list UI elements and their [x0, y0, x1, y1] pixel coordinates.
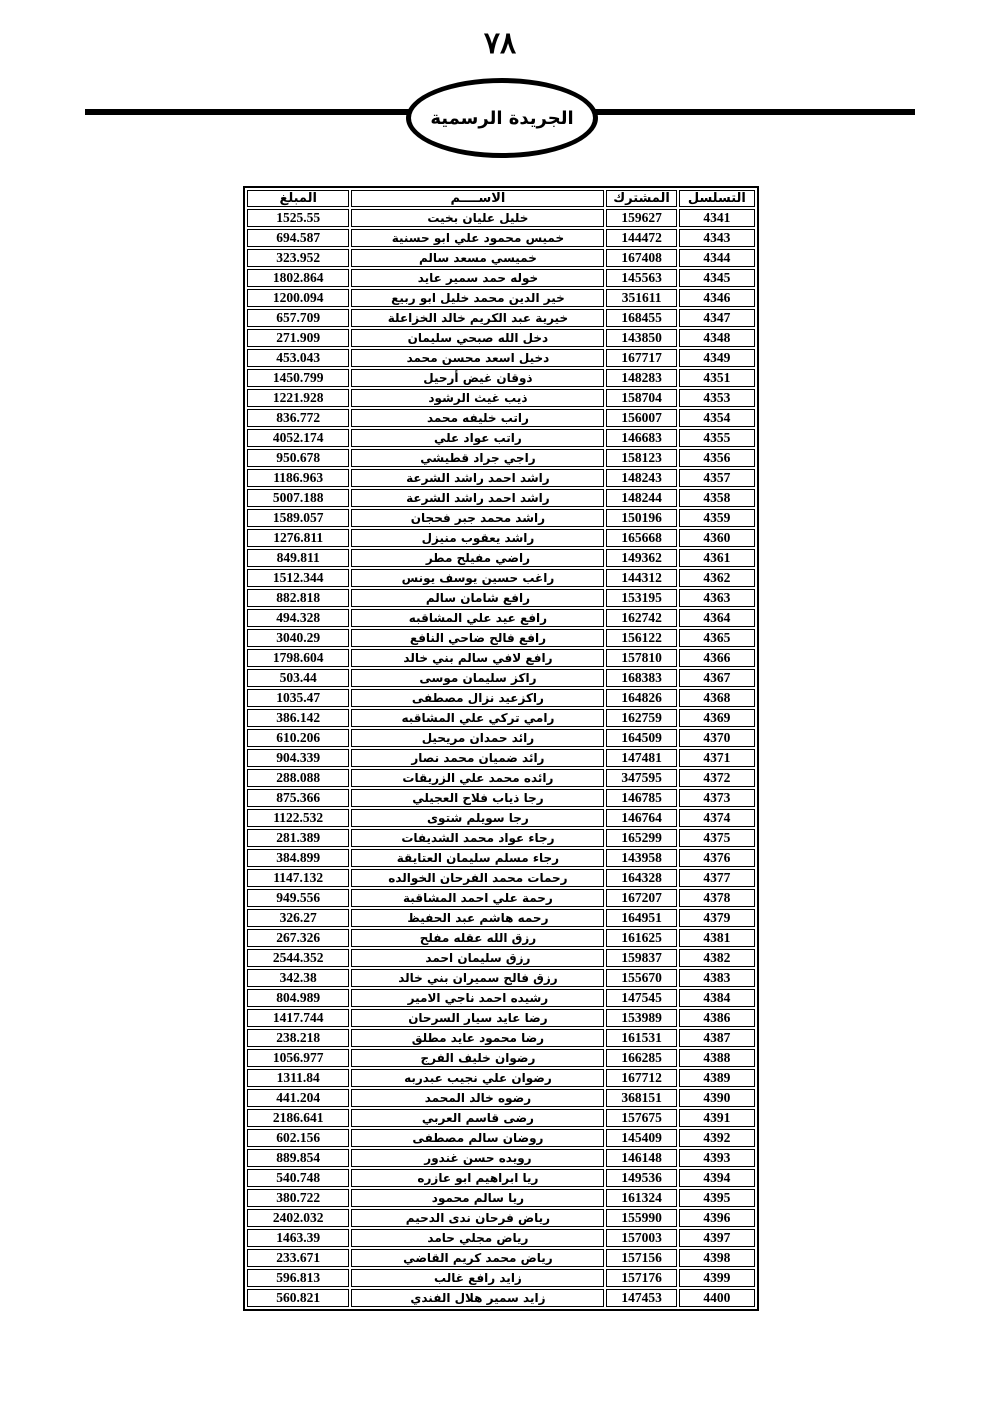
subscriber-cell: 157156: [606, 1249, 676, 1267]
amount-cell: 949.556: [247, 889, 349, 907]
subscriber-cell: 150196: [606, 509, 676, 527]
name-cell: رضوه خالد المحمد: [351, 1089, 604, 1107]
serial-cell: 4387: [679, 1029, 755, 1047]
amount-cell: 657.709: [247, 309, 349, 327]
amount-cell: 342.38: [247, 969, 349, 987]
subscriber-cell: 144312: [606, 569, 676, 587]
amount-cell: 380.722: [247, 1189, 349, 1207]
subscriber-cell: 147481: [606, 749, 676, 767]
table-row: [247, 889, 755, 907]
table-row: [247, 969, 755, 987]
amount-cell: 2544.352: [247, 949, 349, 967]
name-cell: راضي مفيلح مطر: [351, 549, 604, 567]
amount-cell: 836.772: [247, 409, 349, 427]
serial-cell: 4396: [679, 1209, 755, 1227]
amount-cell: 904.339: [247, 749, 349, 767]
table-row: [247, 489, 755, 507]
amount-cell: 1311.84: [247, 1069, 349, 1087]
amount-cell: 1589.057: [247, 509, 349, 527]
name-cell: رضى قاسم العربي: [351, 1109, 604, 1127]
name-cell: رجاء عواد محمد الشديفات: [351, 829, 604, 847]
table-row: [247, 529, 755, 547]
name-cell: ريا ابراهيم ابو عازره: [351, 1169, 604, 1187]
name-cell: راشد احمد راشد الشرعة: [351, 469, 604, 487]
table-row: [247, 269, 755, 287]
subscriber-cell: 143850: [606, 329, 676, 347]
serial-cell: 4371: [679, 749, 755, 767]
subscriber-cell: 166285: [606, 1049, 676, 1067]
subscriber-cell: 161625: [606, 929, 676, 947]
name-cell: زايد رافع غالب: [351, 1269, 604, 1287]
name-cell: خميس محمود علي ابو حسنية: [351, 229, 604, 247]
name-cell: زايد سمير هلال الفندي: [351, 1289, 604, 1307]
name-cell: رائد ضميان محمد نصار: [351, 749, 604, 767]
amount-cell: 271.909: [247, 329, 349, 347]
subscriber-cell: 164328: [606, 869, 676, 887]
amount-cell: 560.821: [247, 1289, 349, 1307]
subscriber-cell: 153989: [606, 1009, 676, 1027]
name-cell: رامي تركي علي المشاقبه: [351, 709, 604, 727]
subscriber-cell: 167712: [606, 1069, 676, 1087]
serial-cell: 4353: [679, 389, 755, 407]
serial-cell: 4395: [679, 1189, 755, 1207]
serial-cell: 4363: [679, 589, 755, 607]
table-row: [247, 1109, 755, 1127]
serial-cell: 4372: [679, 769, 755, 787]
subscriber-cell: 158123: [606, 449, 676, 467]
amount-cell: 441.204: [247, 1089, 349, 1107]
name-cell: رزق الله عقله مفلح: [351, 929, 604, 947]
subscriber-cell: 145563: [606, 269, 676, 287]
table-row: [247, 1169, 755, 1187]
table-row: [247, 749, 755, 767]
name-cell: ذيب غيث الرشود: [351, 389, 604, 407]
table-row: [247, 309, 755, 327]
serial-cell: 4359: [679, 509, 755, 527]
table-row: [247, 389, 755, 407]
serial-cell: 4368: [679, 689, 755, 707]
table-row: [247, 1229, 755, 1247]
subscriber-cell: 159837: [606, 949, 676, 967]
serial-cell: 4390: [679, 1089, 755, 1107]
table-row: [247, 429, 755, 447]
amount-cell: 326.27: [247, 909, 349, 927]
amount-cell: 1056.977: [247, 1049, 349, 1067]
subscriber-cell: 164826: [606, 689, 676, 707]
table-row: [247, 669, 755, 687]
subscriber-cell: 147453: [606, 1289, 676, 1307]
amount-cell: 875.366: [247, 789, 349, 807]
table-row: [247, 769, 755, 787]
serial-cell: 4381: [679, 929, 755, 947]
name-cell: رشيده احمد ناجي الامير: [351, 989, 604, 1007]
subscriber-cell: 156007: [606, 409, 676, 427]
name-cell: راتب عواد علي: [351, 429, 604, 447]
serial-cell: 4386: [679, 1009, 755, 1027]
name-cell: خوله حمد سمير عايد: [351, 269, 604, 287]
table-row: [247, 409, 755, 427]
table-row: [247, 229, 755, 247]
serial-cell: 4379: [679, 909, 755, 927]
subscriber-cell: 146785: [606, 789, 676, 807]
subscriber-cell: 146683: [606, 429, 676, 447]
name-cell: روضان سالم مصطفى: [351, 1129, 604, 1147]
header-serial: التسلسل: [679, 190, 755, 207]
name-cell: راشد محمد جبر فحجان: [351, 509, 604, 527]
table-row: [247, 929, 755, 947]
amount-cell: 1147.132: [247, 869, 349, 887]
name-cell: رضوان علي نجيب عبدربه: [351, 1069, 604, 1087]
serial-cell: 4362: [679, 569, 755, 587]
name-cell: راشد احمد راشد الشرعة: [351, 489, 604, 507]
amount-cell: 384.899: [247, 849, 349, 867]
amount-cell: 281.389: [247, 829, 349, 847]
amount-cell: 453.043: [247, 349, 349, 367]
serial-cell: 4394: [679, 1169, 755, 1187]
serial-cell: 4356: [679, 449, 755, 467]
subscriber-cell: 165299: [606, 829, 676, 847]
amount-cell: 610.206: [247, 729, 349, 747]
name-cell: رافع فالح ضاحي النافع: [351, 629, 604, 647]
table-row: [247, 1269, 755, 1287]
serial-cell: 4392: [679, 1129, 755, 1147]
serial-cell: 4383: [679, 969, 755, 987]
subscriber-cell: 168455: [606, 309, 676, 327]
amount-cell: 1417.744: [247, 1009, 349, 1027]
amount-cell: 882.818: [247, 589, 349, 607]
name-cell: راغب حسين يوسف يونس: [351, 569, 604, 587]
amount-cell: 2402.032: [247, 1209, 349, 1227]
subscriber-cell: 149536: [606, 1169, 676, 1187]
name-cell: رائده محمد علي الزريقات: [351, 769, 604, 787]
serial-cell: 4345: [679, 269, 755, 287]
amount-cell: 602.156: [247, 1129, 349, 1147]
name-cell: رجا ذياب فلاح العجيلي: [351, 789, 604, 807]
serial-cell: 4366: [679, 649, 755, 667]
name-cell: خيرية عبد الكريم خالد الخزاعلة: [351, 309, 604, 327]
table-row: [247, 709, 755, 727]
name-cell: خليل عليان بخيت: [351, 209, 604, 227]
serial-cell: 4378: [679, 889, 755, 907]
table-row: [247, 1189, 755, 1207]
table-row: [247, 1009, 755, 1027]
subscriber-cell: 347595: [606, 769, 676, 787]
name-cell: رحمه هاشم عبد الحفيظ: [351, 909, 604, 927]
serial-cell: 4400: [679, 1289, 755, 1307]
name-cell: راكزعيد نزال مصطفى: [351, 689, 604, 707]
serial-cell: 4384: [679, 989, 755, 1007]
serial-cell: 4369: [679, 709, 755, 727]
serial-cell: 4351: [679, 369, 755, 387]
amount-cell: 1463.39: [247, 1229, 349, 1247]
name-cell: راجي جراد قطيشي: [351, 449, 604, 467]
amount-cell: 694.587: [247, 229, 349, 247]
table-row: [247, 509, 755, 527]
name-cell: راكز سليمان موسى: [351, 669, 604, 687]
name-cell: رضا محمود عايد مطلق: [351, 1029, 604, 1047]
amount-cell: 1035.47: [247, 689, 349, 707]
table-row: [247, 449, 755, 467]
amount-cell: 849.811: [247, 549, 349, 567]
name-cell: رحمة علي احمد المشاقبة: [351, 889, 604, 907]
amount-cell: 1798.604: [247, 649, 349, 667]
subscriber-cell: 143958: [606, 849, 676, 867]
subscriber-cell: 162742: [606, 609, 676, 627]
subscriber-cell: 146764: [606, 809, 676, 827]
serial-cell: 4375: [679, 829, 755, 847]
serial-cell: 4377: [679, 869, 755, 887]
name-cell: دخيل اسعد محسن محمد: [351, 349, 604, 367]
name-cell: رضا عايد سيار السرحان: [351, 1009, 604, 1027]
name-cell: رضوان خليف الفرج: [351, 1049, 604, 1067]
subscriber-cell: 164951: [606, 909, 676, 927]
table-row: [247, 729, 755, 747]
serial-cell: 4373: [679, 789, 755, 807]
serial-cell: 4399: [679, 1269, 755, 1287]
subscriber-cell: 368151: [606, 1089, 676, 1107]
serial-cell: 4360: [679, 529, 755, 547]
serial-cell: 4398: [679, 1249, 755, 1267]
amount-cell: 2186.641: [247, 1109, 349, 1127]
table-row: [247, 989, 755, 1007]
name-cell: رافع لافي سالم بني خالد: [351, 649, 604, 667]
subscriber-cell: 168383: [606, 669, 676, 687]
table-row: [247, 369, 755, 387]
amount-cell: 1276.811: [247, 529, 349, 547]
subscriber-cell: 155990: [606, 1209, 676, 1227]
table-row: [247, 849, 755, 867]
subscriber-cell: 148244: [606, 489, 676, 507]
table-row: [247, 469, 755, 487]
table-row: [247, 1049, 755, 1067]
subscriber-cell: 162759: [606, 709, 676, 727]
amount-cell: 4052.174: [247, 429, 349, 447]
subscriber-cell: 167408: [606, 249, 676, 267]
subscriber-cell: 161531: [606, 1029, 676, 1047]
amount-cell: 238.218: [247, 1029, 349, 1047]
amount-cell: 3040.29: [247, 629, 349, 647]
table-row: [247, 869, 755, 887]
name-cell: رجاء مسلم سليمان العتايقة: [351, 849, 604, 867]
subscriber-cell: 145409: [606, 1129, 676, 1147]
subscriber-cell: 161324: [606, 1189, 676, 1207]
amount-cell: 503.44: [247, 669, 349, 687]
serial-cell: 4391: [679, 1109, 755, 1127]
serial-cell: 4397: [679, 1229, 755, 1247]
subscriber-cell: 144472: [606, 229, 676, 247]
table-row: [247, 1249, 755, 1267]
amount-cell: 1802.864: [247, 269, 349, 287]
subscriber-cell: 158704: [606, 389, 676, 407]
amount-cell: 1221.928: [247, 389, 349, 407]
subscriber-cell: 146148: [606, 1149, 676, 1167]
table-row: [247, 549, 755, 567]
serial-cell: 4389: [679, 1069, 755, 1087]
subscriber-cell: 351611: [606, 289, 676, 307]
table-header-row: [247, 190, 755, 207]
amount-cell: 950.678: [247, 449, 349, 467]
table-row: [247, 569, 755, 587]
table-row: [247, 349, 755, 367]
name-cell: رزق فالح سميران بني خالد: [351, 969, 604, 987]
subscriber-cell: 148243: [606, 469, 676, 487]
serial-cell: 4343: [679, 229, 755, 247]
table-row: [247, 689, 755, 707]
subscriber-cell: 157810: [606, 649, 676, 667]
serial-cell: 4347: [679, 309, 755, 327]
amount-cell: 540.748: [247, 1169, 349, 1187]
subscriber-cell: 148283: [606, 369, 676, 387]
gazette-banner-title: الجريدة الرسمية: [430, 107, 574, 129]
table-row: [247, 329, 755, 347]
serial-cell: 4382: [679, 949, 755, 967]
amount-cell: 494.328: [247, 609, 349, 627]
serial-cell: 4346: [679, 289, 755, 307]
subscriber-cell: 159627: [606, 209, 676, 227]
name-cell: ذوقان غيض أرحيل: [351, 369, 604, 387]
table-row: [247, 1289, 755, 1307]
table-row: [247, 209, 755, 227]
amount-cell: 386.142: [247, 709, 349, 727]
amount-cell: 233.671: [247, 1249, 349, 1267]
table-row: [247, 1149, 755, 1167]
serial-cell: 4374: [679, 809, 755, 827]
table-row: [247, 949, 755, 967]
table-row: [247, 589, 755, 607]
serial-cell: 4354: [679, 409, 755, 427]
table-row: [247, 1029, 755, 1047]
serial-cell: 4388: [679, 1049, 755, 1067]
serial-cell: 4393: [679, 1149, 755, 1167]
amount-cell: 596.813: [247, 1269, 349, 1287]
serial-cell: 4355: [679, 429, 755, 447]
subscriber-cell: 157176: [606, 1269, 676, 1287]
amount-cell: 267.326: [247, 929, 349, 947]
subscribers-table: [243, 186, 759, 1311]
subscriber-cell: 155670: [606, 969, 676, 987]
subscriber-cell: 156122: [606, 629, 676, 647]
name-cell: راشد يعقوب منيزل: [351, 529, 604, 547]
subscriber-cell: 164509: [606, 729, 676, 747]
name-cell: خميسي مسعد سالم: [351, 249, 604, 267]
amount-cell: 1512.344: [247, 569, 349, 587]
amount-cell: 323.952: [247, 249, 349, 267]
serial-cell: 4367: [679, 669, 755, 687]
serial-cell: 4361: [679, 549, 755, 567]
name-cell: رافع شامان سالم: [351, 589, 604, 607]
amount-cell: 1186.963: [247, 469, 349, 487]
amount-cell: 1450.799: [247, 369, 349, 387]
table-row: [247, 809, 755, 827]
name-cell: دخل الله صبحي سليمان: [351, 329, 604, 347]
amount-cell: 804.989: [247, 989, 349, 1007]
subscriber-cell: 165668: [606, 529, 676, 547]
name-cell: رويده حسن غندور: [351, 1149, 604, 1167]
subscriber-cell: 157003: [606, 1229, 676, 1247]
table-row: [247, 649, 755, 667]
table-row: [247, 829, 755, 847]
gazette-banner-oval: [406, 78, 598, 158]
header-name: الاســــم: [351, 190, 604, 207]
name-cell: رافع عيد علي المشاقبه: [351, 609, 604, 627]
table-row: [247, 789, 755, 807]
serial-cell: 4365: [679, 629, 755, 647]
name-cell: خير الدين محمد خليل ابو ربيع: [351, 289, 604, 307]
serial-cell: 4357: [679, 469, 755, 487]
serial-cell: 4344: [679, 249, 755, 267]
serial-cell: 4348: [679, 329, 755, 347]
table-row: [247, 1129, 755, 1147]
name-cell: رجا سويلم شتوى: [351, 809, 604, 827]
serial-cell: 4358: [679, 489, 755, 507]
name-cell: رياض محمد كريم القاضي: [351, 1249, 604, 1267]
subscriber-cell: 167717: [606, 349, 676, 367]
page-number: ٧٨: [483, 27, 517, 60]
amount-cell: 288.088: [247, 769, 349, 787]
name-cell: رائد حمدان مريحيل: [351, 729, 604, 747]
subscriber-cell: 153195: [606, 589, 676, 607]
serial-cell: 4370: [679, 729, 755, 747]
table-row: [247, 629, 755, 647]
serial-cell: 4349: [679, 349, 755, 367]
table-row: [247, 1089, 755, 1107]
serial-cell: 4341: [679, 209, 755, 227]
name-cell: رياض مجلي حامد: [351, 1229, 604, 1247]
amount-cell: 1200.094: [247, 289, 349, 307]
serial-cell: 4364: [679, 609, 755, 627]
table-row: [247, 1069, 755, 1087]
subscriber-cell: 149362: [606, 549, 676, 567]
table-row: [247, 289, 755, 307]
amount-cell: 5007.188: [247, 489, 349, 507]
subscriber-cell: 167207: [606, 889, 676, 907]
name-cell: رياض فرحان ندى الدحيم: [351, 1209, 604, 1227]
name-cell: راتب خليفه محمد: [351, 409, 604, 427]
amount-cell: 1525.55: [247, 209, 349, 227]
name-cell: رحمات محمد الفرحان الخوالده: [351, 869, 604, 887]
table-row: [247, 909, 755, 927]
table-row: [247, 249, 755, 267]
serial-cell: 4376: [679, 849, 755, 867]
subscriber-cell: 147545: [606, 989, 676, 1007]
header-amount: المبلغ: [247, 190, 349, 207]
header-subscriber: المشترك: [606, 190, 676, 207]
table-row: [247, 1209, 755, 1227]
name-cell: رزق سليمان احمد: [351, 949, 604, 967]
amount-cell: 1122.532: [247, 809, 349, 827]
table-row: [247, 609, 755, 627]
name-cell: ريا سالم محمود: [351, 1189, 604, 1207]
amount-cell: 889.854: [247, 1149, 349, 1167]
subscriber-cell: 157675: [606, 1109, 676, 1127]
